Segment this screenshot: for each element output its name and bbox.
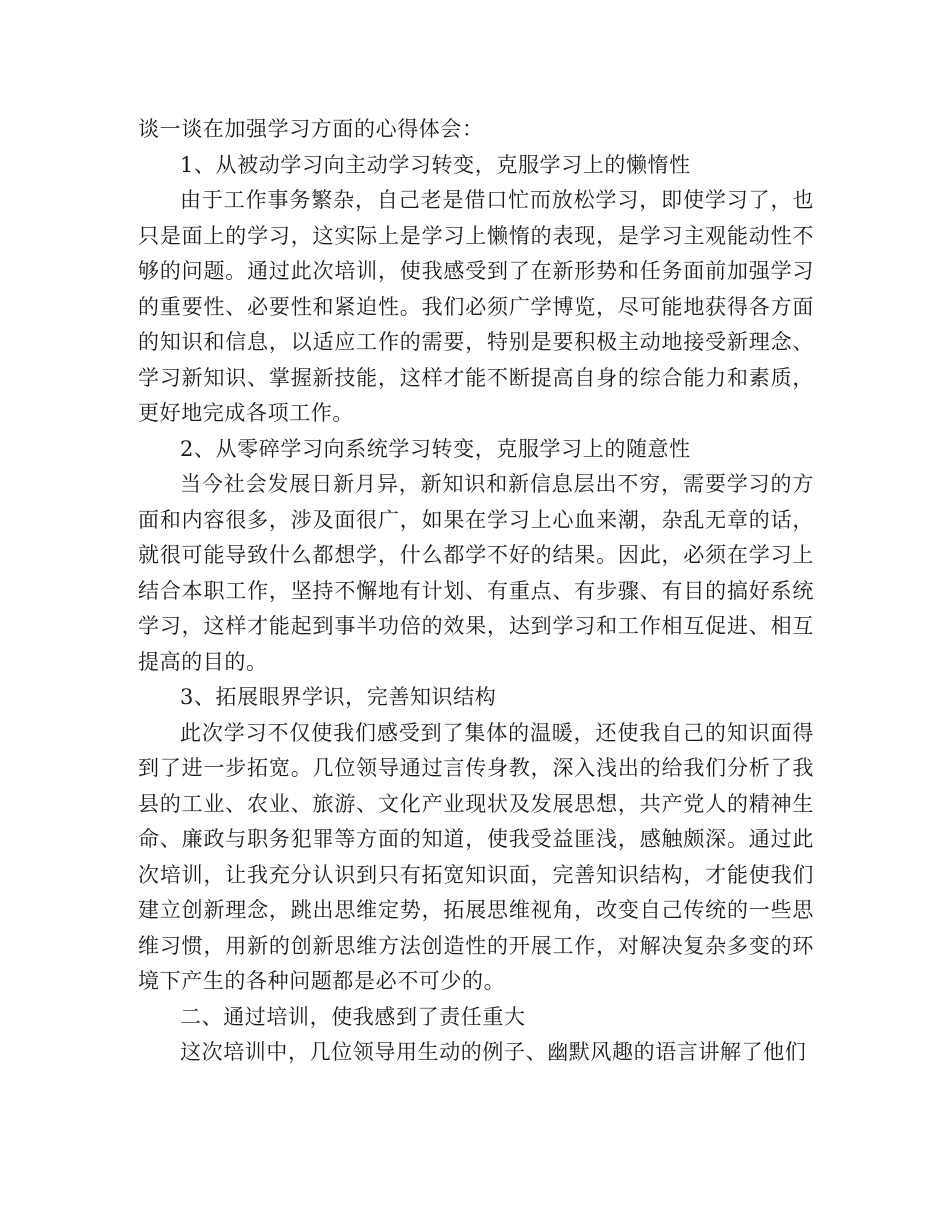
body-paragraph-2: 当今社会发展日新月异，新知识和新信息层出不穷，需要学习的方面和内容很多，涉及面很广，如果在学习上心血来潮，杂乱无章的话，就很可能导致什么都想学，什么都学不好的结果。因此，必须在学习上结合本职工作，坚持不懈地有计划、有重点、有步骤、有目的搞好系统学习，这样才能起到事半功倍的效果，达到学习和工作相互促进、相互提高的目的。 [138, 472, 814, 674]
section-heading-1: 1、从被动学习向主动学习转变，克服学习上的懒惰性 [180, 152, 691, 177]
section-heading-4: 二、通过培训，使我感到了责任重大 [180, 1004, 526, 1029]
body-paragraph-1: 由于工作事务繁杂，自己老是借口忙而放松学习，即使学习了，也只是面上的学习，这实际上是学习上懒惰的表现，是学习主观能动性不够的问题。通过此次培训，使我感受到了在新形势和任务面前加强学习的重要性、必要性和紧迫性。我们必须广学博览，尽可能地获得各方面的知识和信息，以适应工作的需要，特别是要积极主动地接受新理念、学习新知识、掌握新技能，这样才能不断提高自身的综合能力和素质，更好地完成各项工作。 [138, 188, 814, 425]
section-heading-2: 2、从零碎学习向系统学习转变，克服学习上的随意性 [180, 436, 691, 461]
body-paragraph-4: 这次培训中，几位领导用生动的例子、幽默风趣的语言讲解了他们 [180, 1040, 807, 1064]
body-paragraph-3: 此次学习不仅使我们感受到了集体的温暖，还使我自己的知识面得到了进一步拓宽。几位领导通过言传身教，深入浅出的给我们分析了我县的工业、农业、旅游、文化产业现状及发展思想，共产党人的精神生命、廉政与职务犯罪等方面的知道，使我受益匪浅，感触颇深。通过此次培训，让我充分认识到只有拓宽知识面，完善知识结构，才能使我们建立创新理念，跳出思维定势，拓展思维视角，改变自己传统的一些思维习惯，用新的创新思维方法创造性的开展工作，对解决复杂多变的环境下产生的各种问题都是必不可少的。 [138, 720, 814, 993]
section-heading-3: 3、拓展眼界学识，完善知识结构 [180, 685, 497, 709]
intro-line: 谈一谈在加强学习方面的心得体会： [138, 117, 484, 141]
document-body [138, 112, 814, 1071]
